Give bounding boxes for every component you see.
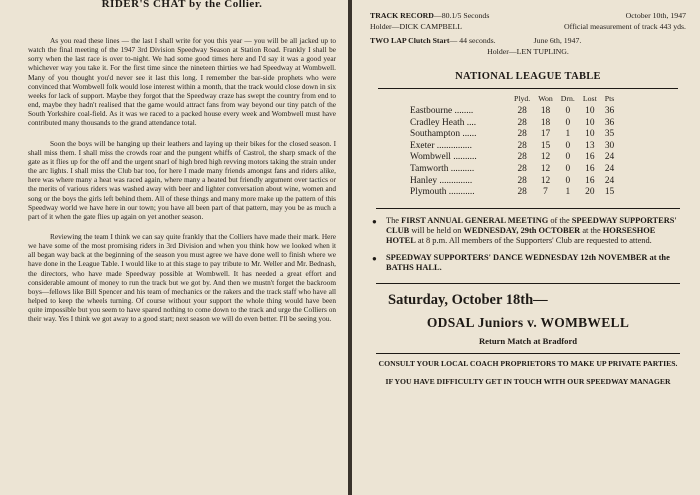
league-rule <box>378 88 678 89</box>
drawn: 1 <box>565 187 571 198</box>
lost: 13 <box>585 140 595 151</box>
won: 17 <box>540 129 551 140</box>
drawn: 0 <box>565 152 571 163</box>
fixture-date: Saturday, October 18th— <box>388 291 548 308</box>
section-rule <box>376 353 680 354</box>
drawn: 1 <box>565 129 571 140</box>
lost: 16 <box>585 163 595 174</box>
drawn: 0 <box>565 106 571 116</box>
played: 28 <box>517 140 527 151</box>
team-name: Exeter ............... <box>410 140 472 151</box>
drawn: 0 <box>565 140 571 151</box>
league-header-row <box>410 94 618 106</box>
drawn: 0 <box>565 175 571 186</box>
team-name: Tamworth .......... <box>410 163 475 174</box>
track-measurement: Official measurement of track 443 yds. <box>564 22 686 31</box>
won: 15 <box>540 140 551 151</box>
lost: 16 <box>585 175 595 186</box>
col-header-played: Plyd. <box>514 94 531 103</box>
track-record-label: TRACK RECORD <box>370 11 434 20</box>
table-row <box>410 106 618 118</box>
lost: 16 <box>585 152 595 163</box>
points: 24 <box>604 163 615 174</box>
points: 36 <box>604 117 615 128</box>
col-header-points: Pts <box>604 94 615 103</box>
won: 7 <box>543 187 548 198</box>
right-page <box>352 0 700 495</box>
table-row <box>410 176 618 188</box>
points: 24 <box>604 175 615 186</box>
won: 18 <box>540 117 551 128</box>
fixture-note: Return Match at Bradford <box>478 335 578 346</box>
chat-paragraph-2: Soon the boys will be hanging up their leathers and laying up their bikes for the closed season. I shall miss them. I shall miss the crowds roar and the pungent whiffs of Castrol, the sharp smack of the gate as it flies up for the off and the urgent snarl of high bred high revving motors taking the strain under the arc lights. I shall miss the Club bar too, for here I made many friends amongst fans and riders alike, here was where many a heat was raced again, where many a heated but friendly argument over tactics or the merits of various riders was washed away with beer and lighter conversation about wine, women and song or the boys the girls left behind them. All of these things and many more make up the pattern of this Speedway world we have here in our town; you have all been part of that pattern, may you be as much a part of it when the gate flies up again on yet another season. <box>28 138 336 221</box>
table-row <box>410 164 618 176</box>
riders-chat-heading: RIDER'S CHAT by the Collier. <box>101 0 263 10</box>
lost: 10 <box>585 117 595 128</box>
track-record-value: —80.1/5 Seconds <box>433 11 490 20</box>
coach-notice: CONSULT YOUR LOCAL COACH PROPRIETORS TO MAKE UP PRIVATE PARTIES. <box>378 358 678 368</box>
team-name: Southampton ...... <box>410 129 477 140</box>
played: 28 <box>517 187 527 198</box>
agm-notice: ● The FIRST ANNUAL GENERAL MEETING of the SPEEDWAY SUPPORTERS' CLUB will be held on WEDNESDAY, 29th OCTOBER at the HORSESHOE HOTEL at 8 p.m. All members of the Supporters' Club are requested to attend. <box>372 215 677 245</box>
track-record-holder: Holder—DICK CAMPBELL <box>370 22 463 31</box>
manager-notice: IF YOU HAVE DIFFICULTY GET IN TOUCH WITH OUR SPEEDWAY MANAGER <box>385 377 671 387</box>
played: 28 <box>517 129 527 140</box>
league-table-title: NATIONAL LEAGUE TABLE <box>455 71 601 82</box>
played: 28 <box>517 152 527 163</box>
table-row <box>410 141 618 153</box>
played: 28 <box>517 163 527 174</box>
bullet-icon: ● <box>372 253 377 263</box>
col-header-lost: Lost <box>582 94 597 103</box>
league-table <box>410 94 618 199</box>
points: 24 <box>604 152 615 163</box>
two-lap-date: June 6th, 1947. <box>533 36 582 45</box>
drawn: 0 <box>565 163 571 174</box>
two-lap-value: — 44 seconds. <box>449 36 496 45</box>
table-row <box>410 129 618 141</box>
two-lap-holder: Holder—LEN TUPLING. <box>487 47 569 56</box>
points: 36 <box>604 106 615 116</box>
table-row <box>410 187 618 199</box>
two-lap-label: TWO LAP Clutch Start <box>370 36 450 45</box>
track-record-date: October 10th, 1947 <box>625 11 686 20</box>
left-page <box>0 0 348 495</box>
team-name: Hanley .............. <box>410 175 473 186</box>
points: 15 <box>604 187 615 198</box>
played: 28 <box>517 117 527 128</box>
section-rule <box>376 283 680 284</box>
bullet-icon: ● <box>372 216 377 226</box>
chat-paragraph-3: Reviewing the team I think we can say quite frankly that the Colliers have made their mark. Here we have some of the most promising riders in 3rd Division and when you think how we looked when it all began way back at the beginning of the season you must agree we have done well to finish where we have done in the League Table. I would like to at this stage to pay tribute to Mr. Weller and Mr. Bednash, the directors, who have made Speedway possible at Wombwell. It has needed a great effort and considerable amount of money to run the track but we got by. And then we mustn't forget the backroom boys—fellows like Bill Spencer and his team of mechanics or the rakers and the track staff who have all helped to keep the wheels turning. Of course without your support the whole thing would have been quite impossible but you seem to have spared nothing to come down to the track and urge the Colliers on their way. Yes I think we got away to a good start; next season we will do even better. I'll be seeing you. <box>28 231 336 324</box>
played: 28 <box>517 106 527 116</box>
team-name: Plymouth ........... <box>410 187 475 198</box>
col-header-drawn: Drn. <box>560 94 575 103</box>
table-row <box>410 152 618 164</box>
team-name: Wombwell .......... <box>410 152 477 163</box>
drawn: 0 <box>565 117 571 128</box>
chat-paragraph-1: As you read these lines — the last I shall write for you this year — you will be all jacked up to watch the final meeting of the 1947 3rd Division Speedway Season at Station Road. Frankly I shall be sorry when the last race is over to-night. We had some good times here and I'd say it was a good year whichever way you take it. For the first time since the nineteen thirties we had Speedway at Wombwell. Many of you thought you'd never see it last this long. I remember the bar-side prophets who were convinced that Wombwell folk would lose interest within a month, that the track would close down in six weeks for lack of support. Maybe they forgot that the Speedway craze has swept the country from end to end, maybe they hadn't realised that the game would attract fans from way beyond our tiny patch of the South Yorkshire coal-field. As it was we raced to a packed house every week and Wombwell must have contributed many thousands to the grand attendance total. <box>28 36 336 128</box>
team-name: Eastbourne ........ <box>410 106 474 116</box>
team-name: Cradley Heath .... <box>410 117 477 128</box>
won: 12 <box>540 152 551 163</box>
two-lap-record-block <box>370 35 686 57</box>
section-rule <box>376 208 680 209</box>
lost: 10 <box>585 106 595 116</box>
dance-notice: ● SPEEDWAY SUPPORTERS' DANCE WEDNESDAY 12th NOVEMBER at the BATHS HALL. <box>372 252 670 272</box>
col-header-won: Won <box>538 94 553 103</box>
lost: 10 <box>585 129 595 140</box>
fixture-match: ODSAL Juniors v. WOMBWELL <box>426 314 630 330</box>
won: 12 <box>540 163 551 174</box>
points: 35 <box>604 129 615 140</box>
track-record-block <box>370 10 686 32</box>
won: 12 <box>540 175 551 186</box>
won: 18 <box>540 106 551 116</box>
table-row <box>410 118 618 130</box>
played: 28 <box>517 175 527 186</box>
lost: 20 <box>585 187 595 198</box>
points: 30 <box>604 140 615 151</box>
